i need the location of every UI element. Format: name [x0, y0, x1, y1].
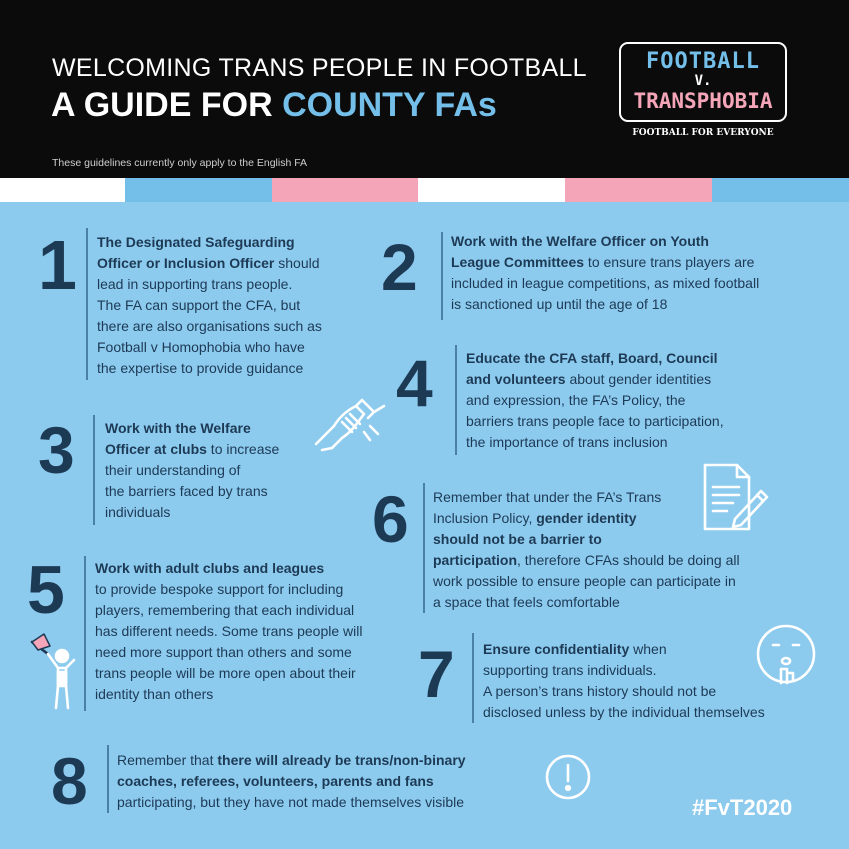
- item-line: [95, 579, 362, 600]
- item-line: [97, 274, 322, 295]
- bold-run: The Designated Safeguarding: [97, 234, 295, 250]
- item-number-3: 3: [38, 413, 75, 487]
- item-line: [97, 295, 322, 316]
- item-line: [483, 639, 765, 660]
- item-line: [105, 460, 279, 481]
- item-line: [483, 660, 765, 681]
- item-text-2: [451, 231, 759, 315]
- text-run: to increase: [206, 441, 280, 457]
- text-run: when: [629, 641, 667, 657]
- fvt-logo: [619, 42, 787, 122]
- text-run: trans people will be more open about their: [95, 665, 356, 681]
- item-text-3: [105, 418, 279, 523]
- item-line: [117, 792, 466, 813]
- text-run: , therefore CFAs should be doing all: [517, 552, 740, 568]
- flag-stripe-white: [0, 178, 125, 202]
- text-run: supporting trans individuals.: [483, 662, 657, 678]
- item-line: [95, 558, 362, 579]
- text-run: need more support than others and some: [95, 644, 352, 660]
- item-line: [466, 411, 724, 432]
- flag-stripe-white: [418, 178, 565, 202]
- text-run: their understanding of: [105, 462, 241, 478]
- item-line: [466, 369, 724, 390]
- item-4-divider: [455, 345, 457, 455]
- text-run: and expression, the FA’s Policy, the: [466, 392, 686, 408]
- bold-run: participation: [433, 552, 518, 568]
- item-line: [433, 592, 740, 613]
- title-accent: COUNTY FAs: [282, 86, 497, 124]
- text-run: Football v Homophobia who have: [97, 339, 305, 355]
- text-run: about gender identities: [565, 371, 712, 387]
- text-run: participating, but they have not made themselves visible: [117, 794, 465, 810]
- item-text-6: [433, 487, 740, 613]
- item-7-divider: [472, 633, 474, 723]
- bold-run: Educate the CFA staff, Board, Council: [466, 350, 718, 366]
- item-number-4: 4: [396, 346, 433, 420]
- item-line: [483, 681, 765, 702]
- item-3-divider: [93, 415, 95, 525]
- logo-tagline: FOOTBALL FOR EVERYONE: [632, 128, 774, 138]
- item-number-8: 8: [51, 744, 88, 818]
- text-run: The FA can support the CFA, but: [97, 297, 301, 313]
- logo-line-1: FOOTBALL: [646, 49, 760, 74]
- text-run: A person’s trans history should not be: [483, 683, 717, 699]
- bold-run: Work with the Welfare: [105, 420, 251, 436]
- document-pen-icon: [695, 461, 770, 536]
- item-line: [451, 252, 759, 273]
- item-line: [105, 439, 279, 460]
- item-2-divider: [441, 232, 443, 320]
- item-text-1: [97, 232, 322, 379]
- item-line: [95, 642, 362, 663]
- bold-run: and volunteers: [466, 371, 566, 387]
- item-line: [483, 702, 765, 723]
- exclamation-icon: [544, 753, 592, 801]
- item-number-6: 6: [372, 482, 409, 556]
- item-line: [433, 550, 740, 571]
- item-6-divider: [423, 483, 425, 613]
- item-line: [451, 231, 759, 252]
- handshake-icon: [312, 392, 388, 458]
- bold-run: League Committees: [451, 254, 585, 270]
- title-line-1: WELCOMING TRANS PEOPLE IN FOOTBALL: [52, 54, 587, 82]
- item-line: [117, 750, 466, 771]
- item-number-5: 5: [27, 552, 65, 628]
- item-line: [95, 621, 362, 642]
- item-line: [97, 232, 322, 253]
- text-run: identity than others: [95, 686, 214, 702]
- flag-stripe-blue: [712, 178, 849, 202]
- shush-face-icon: [753, 621, 819, 687]
- item-line: [105, 502, 279, 523]
- flag-stripe-blue: [125, 178, 272, 202]
- item-line: [433, 529, 740, 550]
- item-text-8: [117, 750, 466, 813]
- item-line: [451, 294, 759, 315]
- text-run: should: [274, 255, 320, 271]
- item-5-divider: [84, 556, 86, 711]
- item-line: [95, 663, 362, 684]
- bold-run: Work with adult clubs and leagues: [95, 560, 325, 576]
- item-text-4: [466, 348, 724, 453]
- item-line: [433, 508, 740, 529]
- bold-run: Officer or Inclusion Officer: [97, 255, 275, 271]
- page-title: [51, 86, 497, 125]
- text-run: Remember that under the FA’s Trans: [433, 489, 662, 505]
- text-run: to ensure trans players are: [584, 254, 755, 270]
- text-run: disclosed unless by the individual themselves: [483, 704, 765, 720]
- text-run: the barriers faced by trans: [105, 483, 268, 499]
- item-line: [95, 600, 362, 621]
- item-line: [466, 390, 724, 411]
- text-run: Remember that: [117, 752, 218, 768]
- item-8-divider: [107, 745, 109, 813]
- text-run: Inclusion Policy,: [433, 510, 537, 526]
- item-line: [117, 771, 466, 792]
- bold-run: gender identity: [536, 510, 637, 526]
- text-run: players, remembering that each individual: [95, 602, 355, 618]
- text-run: the importance of trans inclusion: [466, 434, 668, 450]
- bold-run: Ensure confidentiality: [483, 641, 630, 657]
- item-line: [105, 418, 279, 439]
- item-text-5: [95, 558, 362, 705]
- text-run: lead in supporting trans people.: [97, 276, 293, 292]
- item-line: [433, 487, 740, 508]
- bold-run: coaches, referees, volunteers, parents and fans: [117, 773, 434, 789]
- bold-run: Work with the Welfare Officer on Youth: [451, 233, 709, 249]
- text-run: is sanctioned up until the age of 18: [451, 296, 668, 312]
- text-run: barriers trans people face to participation,: [466, 413, 724, 429]
- item-1-divider: [86, 228, 88, 380]
- scope-note: These guidelines currently only apply to the English FA: [52, 157, 308, 169]
- item-line: [97, 253, 322, 274]
- bold-run: there will already be trans/non-binary: [217, 752, 466, 768]
- item-line: [95, 684, 362, 705]
- text-run: individuals: [105, 504, 171, 520]
- text-run: the expertise to provide guidance: [97, 360, 304, 376]
- text-run: has different needs. Some trans people will: [95, 623, 363, 639]
- logo-line-2: V.: [694, 73, 712, 89]
- item-line: [97, 316, 322, 337]
- item-text-7: [483, 639, 765, 723]
- hashtag: #FvT2020: [692, 795, 793, 820]
- text-run: included in league competitions, as mixed football: [451, 275, 760, 291]
- flag-person-icon: [28, 632, 84, 712]
- item-number-7: 7: [418, 637, 455, 711]
- item-number-1: 1: [38, 226, 77, 304]
- item-line: [97, 358, 322, 379]
- logo-line-3: TRANSPHOBIA: [633, 89, 773, 113]
- title-prefix: A GUIDE FOR: [51, 86, 283, 124]
- bold-run: should not be a barrier to: [433, 531, 602, 547]
- text-run: to provide bespoke support for including: [95, 581, 344, 597]
- header-banner: [0, 0, 849, 178]
- flag-stripe-pink: [272, 178, 418, 202]
- text-run: a space that feels comfortable: [433, 594, 620, 610]
- item-line: [433, 571, 740, 592]
- item-line: [466, 348, 724, 369]
- item-line: [97, 337, 322, 358]
- bold-run: Officer at clubs: [105, 441, 207, 457]
- item-number-2: 2: [381, 230, 418, 304]
- text-run: work possible to ensure people can participate in: [433, 573, 736, 589]
- flag-stripe-pink: [565, 178, 712, 202]
- item-line: [466, 432, 724, 453]
- text-run: there are also organisations such as: [97, 318, 322, 334]
- item-line: [451, 273, 759, 294]
- item-line: [105, 481, 279, 502]
